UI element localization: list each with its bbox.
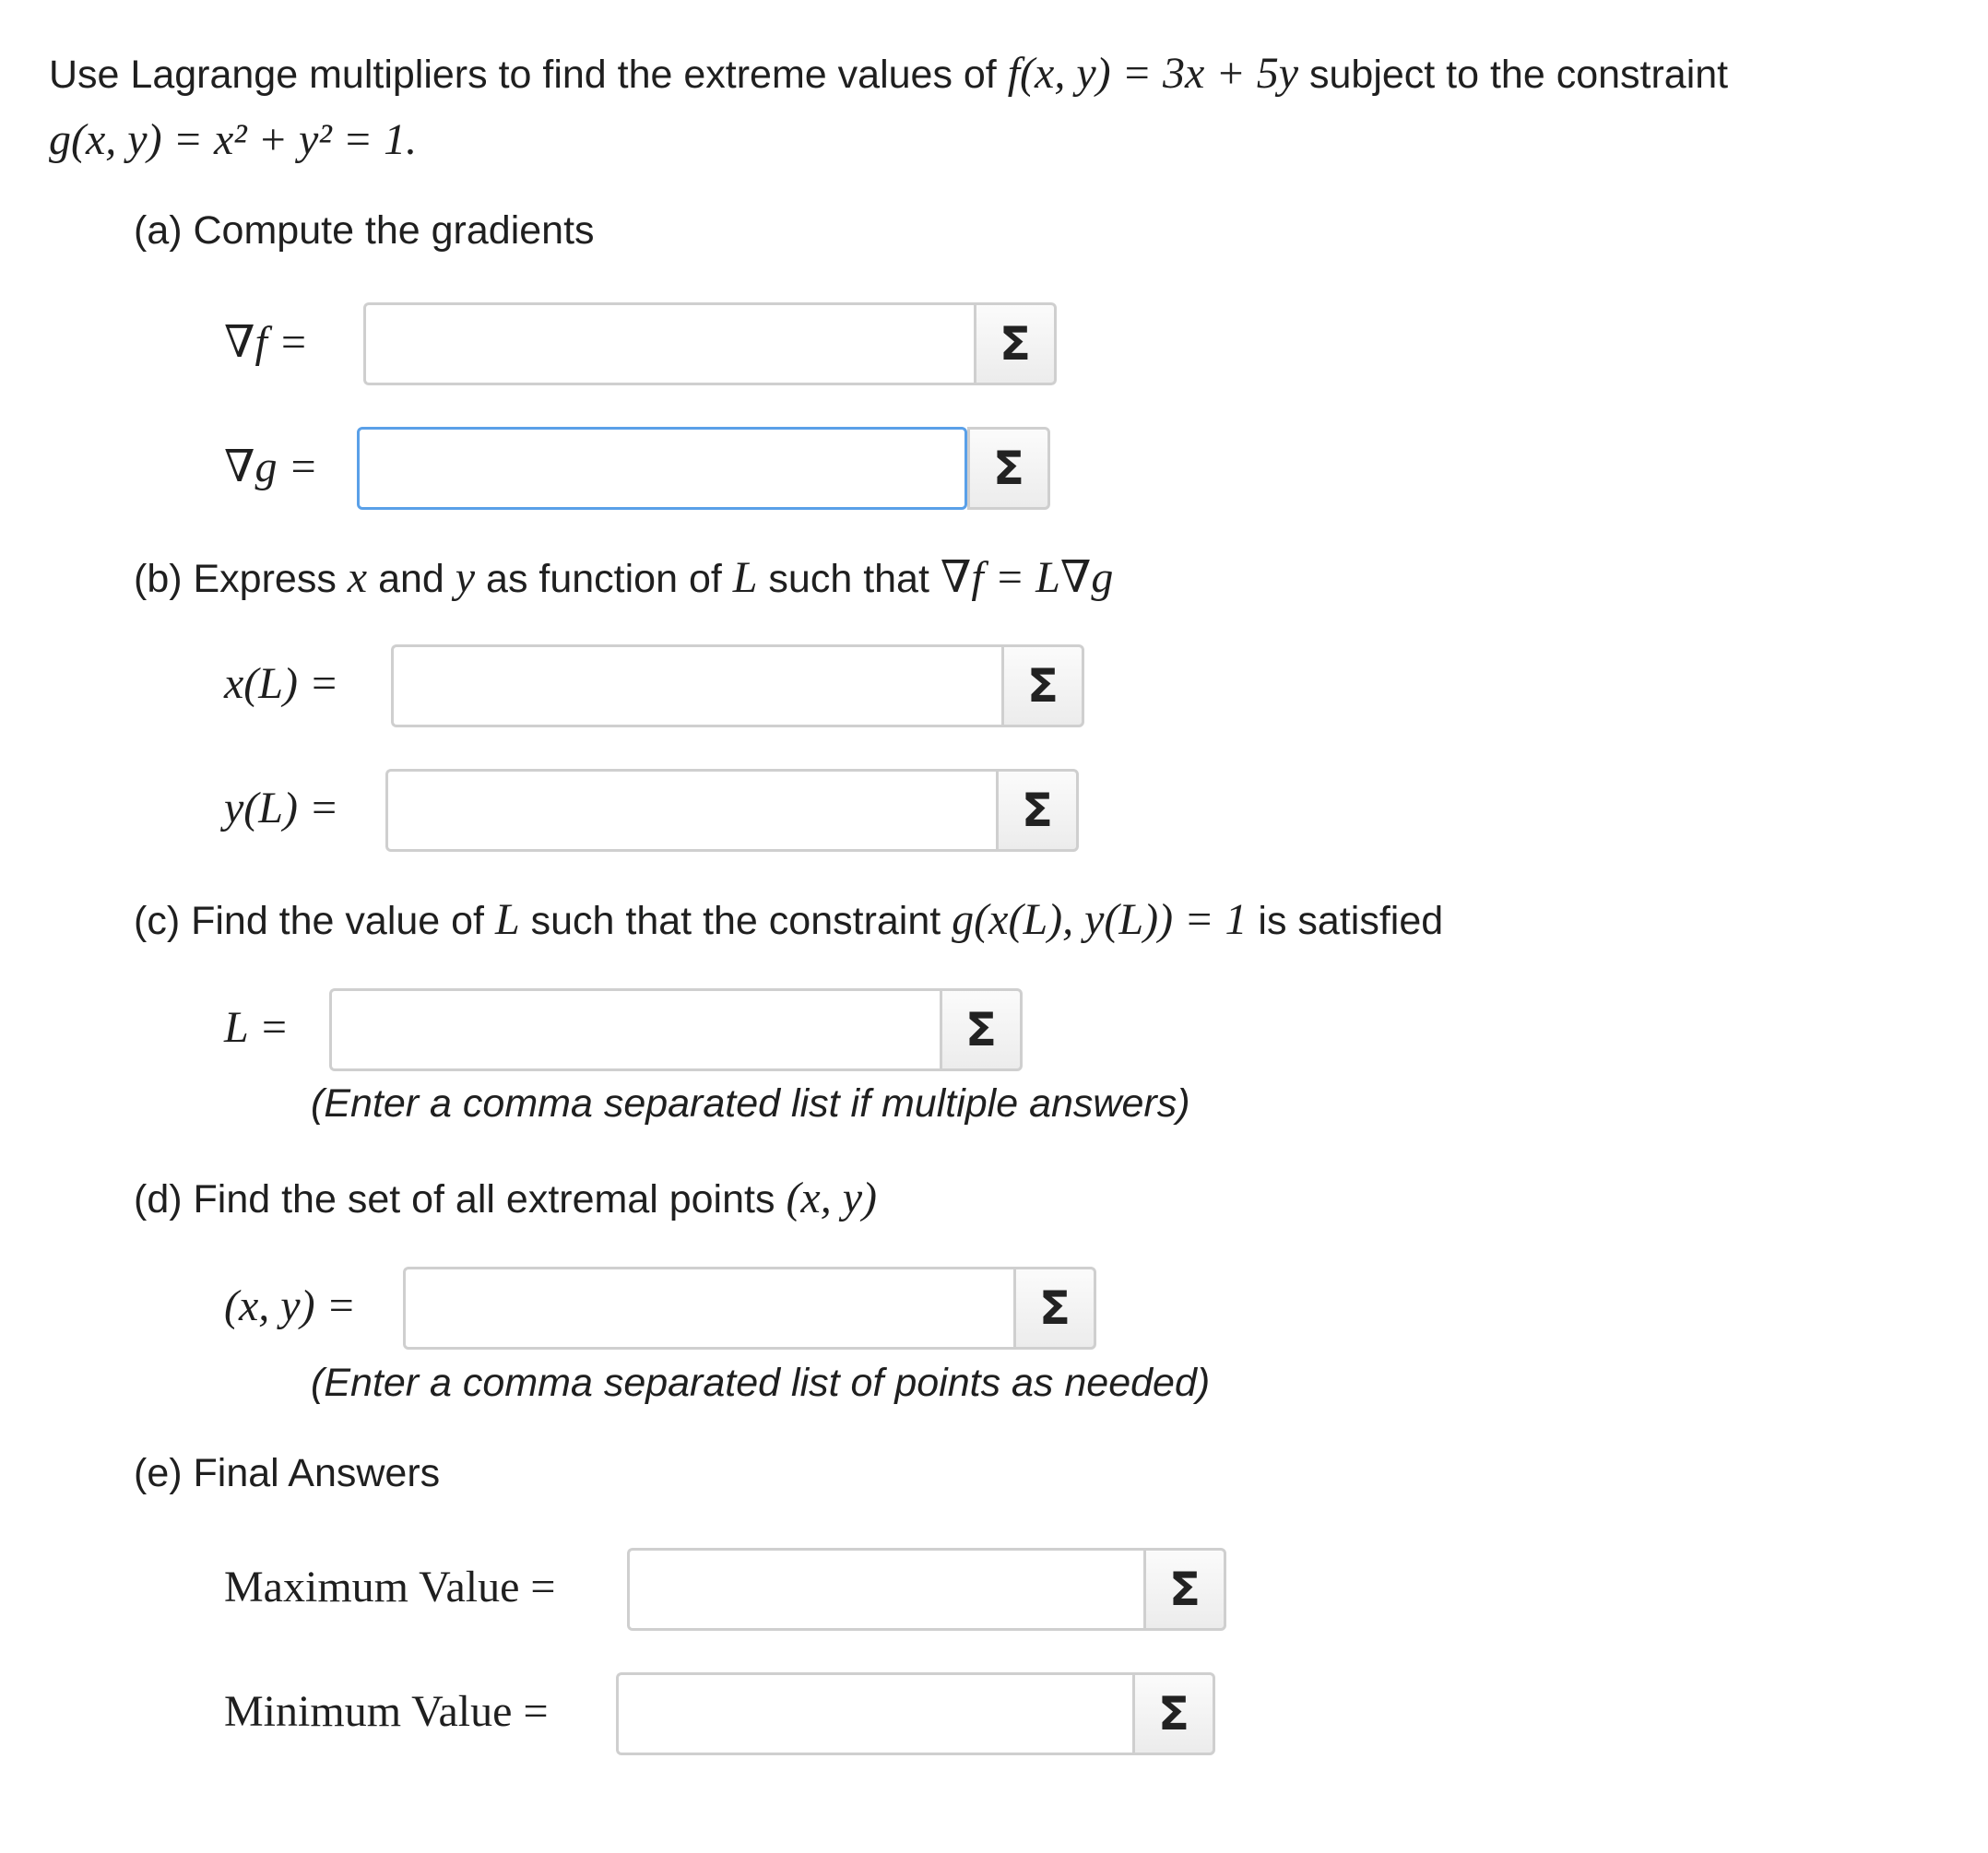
grad-g-label: ∇g = — [224, 443, 318, 491]
grad-f-label: ∇f = — [224, 318, 309, 367]
problem-subject-to: subject to the constraint — [1308, 53, 1729, 97]
x-of-L-label: x(L) = — [224, 659, 339, 708]
part-c-such-that: such that the constraint — [530, 899, 941, 943]
max-value-answer — [627, 1548, 1226, 1631]
part-b-and: and — [378, 557, 444, 601]
part-b-L: L — [732, 553, 758, 602]
L-answer — [329, 988, 1023, 1071]
problem-statement-line1 — [49, 48, 1728, 99]
part-a-title: (a) Compute the gradients — [134, 208, 595, 253]
part-b-such-that: such that — [768, 557, 929, 601]
points-label: (x, y) = — [224, 1281, 356, 1330]
points-answer — [403, 1267, 1096, 1350]
max-value-input[interactable] — [627, 1548, 1143, 1631]
part-d-hint: (Enter a comma separated list of points as needed) — [311, 1361, 1211, 1405]
part-c-suffix: is satisfied — [1258, 899, 1444, 943]
L-input[interactable] — [329, 988, 940, 1071]
part-c-L: L — [494, 895, 520, 944]
max-value-equation-editor-button[interactable]: Σ — [1143, 1548, 1226, 1631]
part-c-title — [134, 894, 1443, 945]
part-b-y: y — [455, 553, 476, 602]
x-of-L-input[interactable] — [391, 644, 1001, 727]
f-definition: f(x, y) = 3x + 5y — [1007, 49, 1299, 98]
part-b-title — [134, 551, 1113, 603]
y-of-L-label: y(L) = — [224, 784, 339, 832]
grad-g-equation-editor-button[interactable]: Σ — [967, 427, 1050, 510]
part-b-as-function-of: as function of — [486, 557, 722, 601]
part-d-point: (x, y) — [786, 1174, 878, 1222]
min-value-label: Minimum Value = — [224, 1687, 549, 1736]
grad-g-input[interactable] — [357, 427, 967, 510]
min-value-answer — [616, 1672, 1215, 1755]
part-b-equation: ∇f = L∇g — [940, 553, 1114, 602]
max-value-label: Maximum Value = — [224, 1563, 556, 1611]
grad-f-input[interactable] — [363, 302, 974, 385]
problem-intro: Use Lagrange multipliers to find the extreme values of — [49, 53, 997, 97]
x-of-L-equation-editor-button[interactable]: Σ — [1001, 644, 1084, 727]
part-d-prefix: (d) Find the set of all extremal points — [134, 1177, 775, 1222]
points-input[interactable] — [403, 1267, 1013, 1350]
min-value-input[interactable] — [616, 1672, 1132, 1755]
g-definition: g(x, y) = x² + y² = 1. — [49, 115, 418, 164]
part-b-x: x — [347, 553, 368, 602]
part-d-title — [134, 1173, 877, 1223]
part-c-prefix: (c) Find the value of — [134, 899, 485, 943]
y-of-L-equation-editor-button[interactable]: Σ — [996, 769, 1079, 852]
y-of-L-input[interactable] — [385, 769, 996, 852]
min-value-equation-editor-button[interactable]: Σ — [1132, 1672, 1215, 1755]
L-equation-editor-button[interactable]: Σ — [940, 988, 1023, 1071]
points-equation-editor-button[interactable]: Σ — [1013, 1267, 1096, 1350]
grad-f-equation-editor-button[interactable]: Σ — [974, 302, 1057, 385]
x-of-L-answer — [391, 644, 1084, 727]
part-c-hint: (Enter a comma separated list if multiple answers) — [311, 1081, 1190, 1126]
y-of-L-answer — [385, 769, 1079, 852]
part-c-equation: g(x(L), y(L)) = 1 — [952, 895, 1248, 944]
L-label: L = — [224, 1003, 290, 1052]
grad-f-answer — [363, 302, 1057, 385]
part-b-prefix: (b) Express — [134, 557, 337, 601]
part-e-title: (e) Final Answers — [134, 1451, 441, 1495]
grad-g-answer — [357, 427, 1050, 510]
